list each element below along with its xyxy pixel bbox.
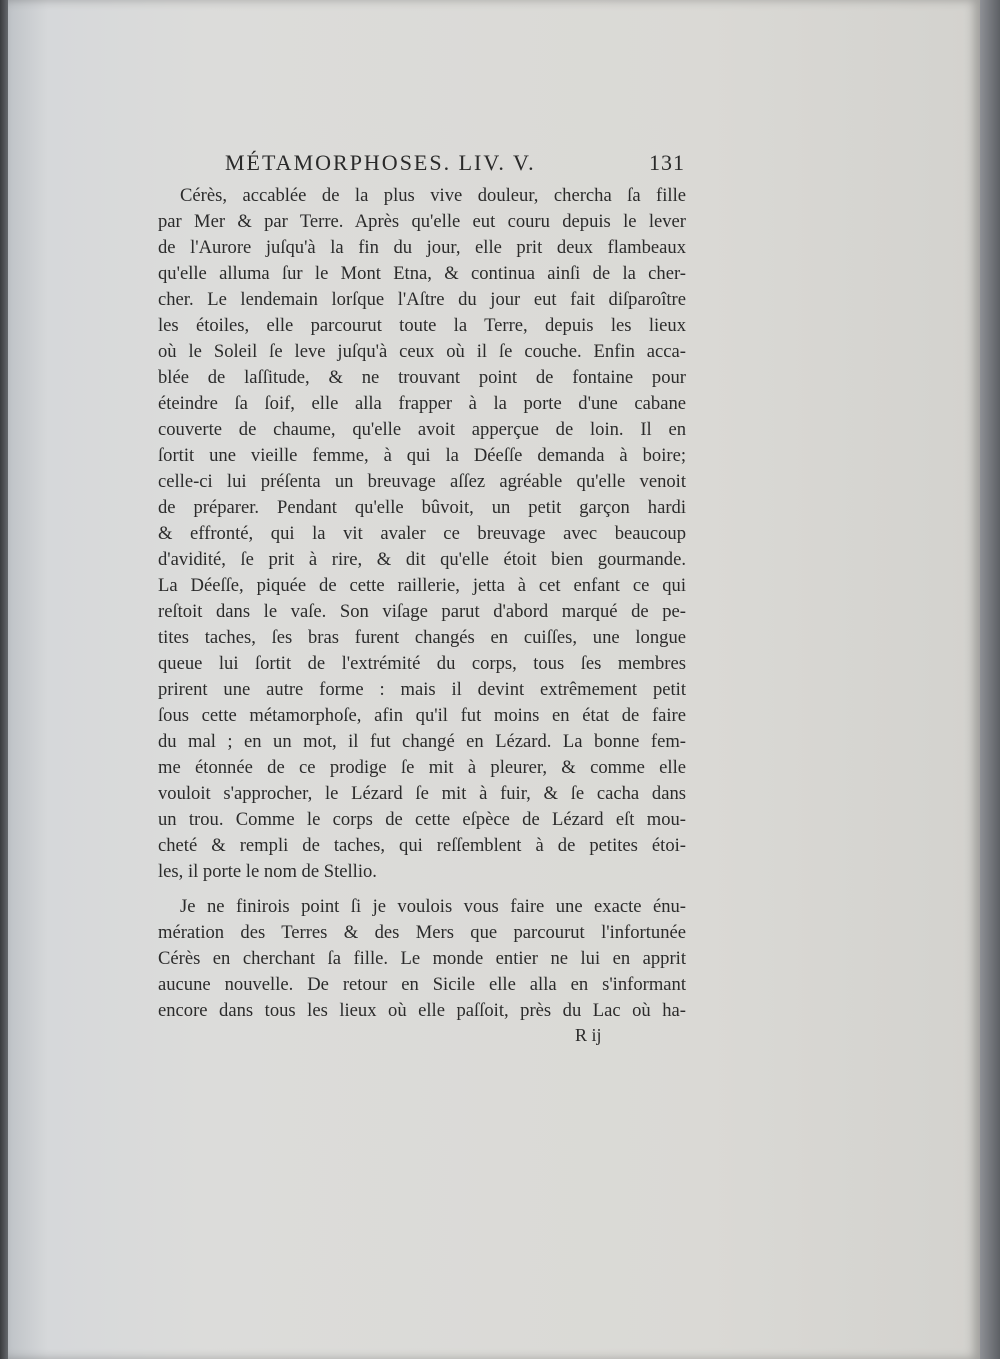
text-line: me étonnée de ce prodige ſe mit à pleurer, & comme elle <box>158 757 686 778</box>
text-line: encore dans tous les lieux où elle paſſoit, près du Lac où ha- <box>158 1000 686 1021</box>
text-line: du mal ; en un mot, il fut changé en Lézard. La bonne fem- <box>158 731 686 752</box>
text-line: Cérès en cherchant ſa fille. Le monde entier ne lui en apprit <box>158 948 686 969</box>
text-line: cher. Le lendemain lorſque l'Aſtre du jour eut fait diſparoître <box>158 289 686 310</box>
text-line: La Déeſſe, piquée de cette raillerie, jetta à cet enfant ce qui <box>158 575 686 596</box>
text-line: qu'elle alluma ſur le Mont Etna, & continua ainſi de la cher- <box>158 263 686 284</box>
page-number: 131 <box>649 150 685 175</box>
running-head-title: MÉTAMORPHOSES. LIV. V. <box>225 150 536 175</box>
text-line: éteindre ſa ſoif, elle alla frapper à la porte d'une cabane <box>158 393 686 414</box>
text-line: aucune nouvelle. De retour en Sicile elle alla en s'informant <box>158 974 686 995</box>
text-line: queue lui ſortit de l'extrémité du corps, tous ſes membres <box>158 653 686 674</box>
running-head <box>225 150 685 180</box>
signature-mark: R ij <box>575 1025 602 1045</box>
paragraph <box>158 183 686 885</box>
paragraph <box>158 894 686 1024</box>
page-edge <box>980 0 1000 1359</box>
text-line: & effronté, qui la vit avaler ce breuvage avec beaucoup <box>158 523 686 544</box>
text-line: de préparer. Pendant qu'elle bûvoit, un petit garçon hardi <box>158 497 686 518</box>
text-line: d'avidité, ſe prit à rire, & dit qu'elle étoit bien gourmande. <box>158 549 686 570</box>
text-line: les, il porte le nom de Stellio. <box>158 861 377 882</box>
text-line: où le Soleil ſe leve juſqu'à ceux où il ſe couche. Enfin acca- <box>158 341 686 362</box>
text-line: par Mer & par Terre. Après qu'elle eut couru depuis le lever <box>158 211 686 232</box>
text-line: blée de laſſitude, & ne trouvant point de fontaine pour <box>158 367 686 388</box>
text-line: cheté & rempli de taches, qui reſſemblent à de petites étoi- <box>158 835 686 856</box>
text-line: de l'Aurore juſqu'à la fin du jour, elle prit deux flambeaux <box>158 237 686 258</box>
text-line: Je ne finirois point ſi je voulois vous faire une exacte énu- <box>180 896 686 917</box>
text-line: celle-ci lui préſenta un breuvage aſſez agréable qu'elle venoit <box>158 471 686 492</box>
text-line: couverte de chaume, qu'elle avoit apperçue de loin. Il en <box>158 419 686 440</box>
text-line: un trou. Comme le corps de cette eſpèce de Lézard eſt mou- <box>158 809 686 830</box>
text-line: reſtoit dans le vaſe. Son viſage parut d'abord marqué de pe- <box>158 601 686 622</box>
paragraph-gap <box>158 885 686 894</box>
text-line: ſortit une vieille femme, à qui la Déeſſe demanda à boire; <box>158 445 686 466</box>
text-line: vouloit s'approcher, le Lézard ſe mit à fuir, & ſe cacha dans <box>158 783 686 804</box>
text-line: Cérès, accablée de la plus vive douleur, chercha ſa fille <box>180 185 686 206</box>
text-line: mération des Terres & des Mers que parcourut l'infortunée <box>158 922 686 943</box>
text-line: prirent une autre forme : mais il devint extrêmement petit <box>158 679 686 700</box>
text-line: ſous cette métamorphoſe, afin qu'il fut moins en état de faire <box>158 705 686 726</box>
text-line: les étoiles, elle parcourut toute la Terre, depuis les lieux <box>158 315 686 336</box>
body-text <box>158 183 686 1024</box>
text-line: tites taches, ſes bras furent changés en cuiſſes, une longue <box>158 627 686 648</box>
